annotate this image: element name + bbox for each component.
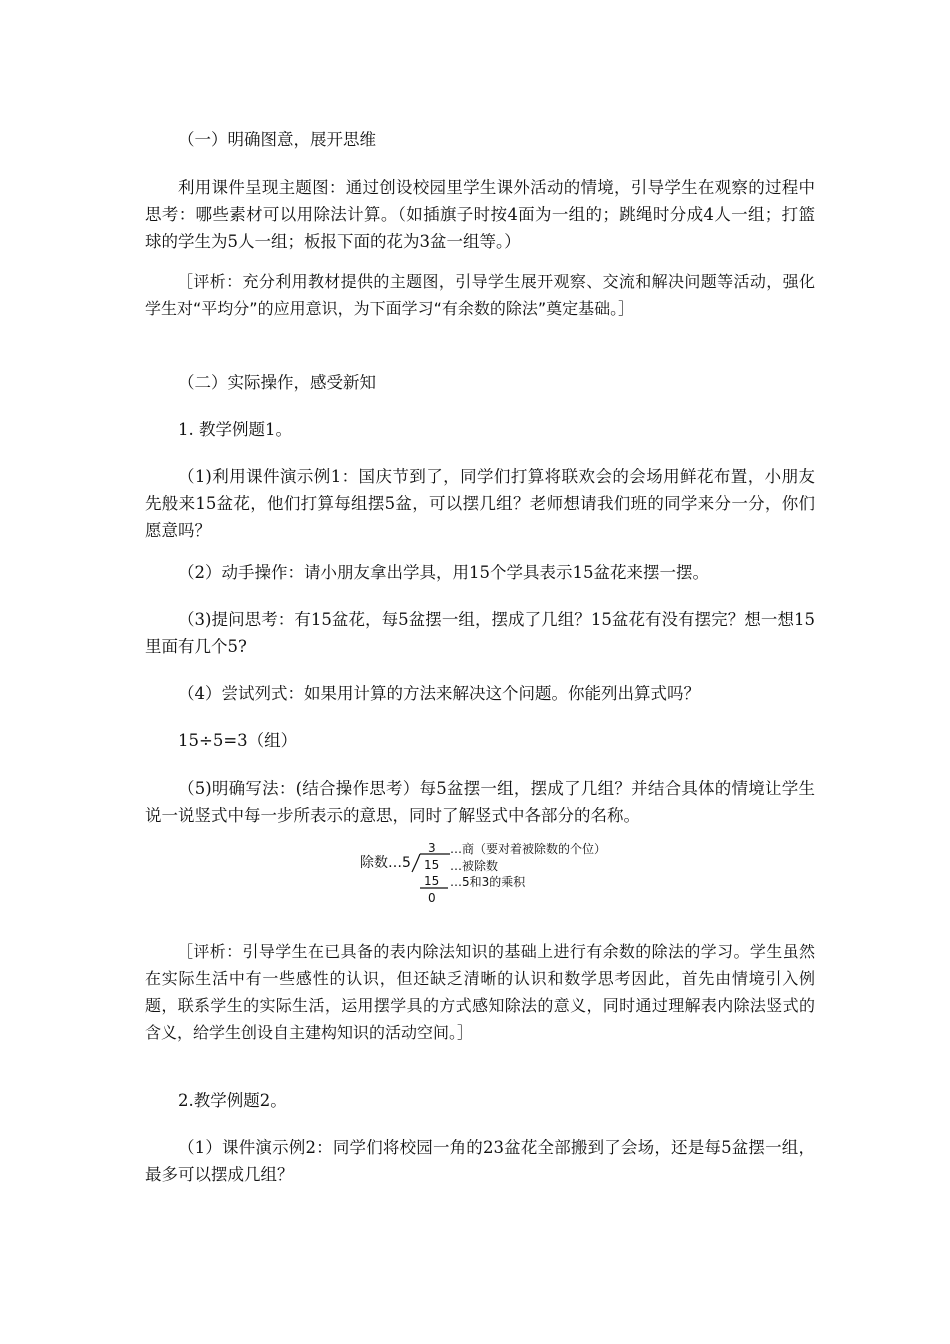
quotient-digit: 3 <box>428 841 436 855</box>
quotient-note: …商（要对着被除数的个位） <box>450 842 607 856</box>
paragraph-example-2: （1）课件演示例2：同学们将校园一角的23盆花全部搬到了会场，还是每5盆摆一组，最多可以摆成几组？ <box>145 1138 815 1184</box>
comment-paragraph-2: ［评析：引导学生在已具备的表内除法知识的基础上进行有余数的除法的学习。学生虽然在实际生活中有一些感性的认识，但还缺乏清晰的认识和数学思考因此，首先由情境引入例题，联系学生的实际生活，运用摆学具的方式感知除法的意义，同时通过理解表内除法竖式的含义，给学生创设自主建构知识的活动空间。］ <box>145 942 815 1042</box>
comment-paragraph-1: ［评析：充分利用教材提供的主题图，引导学生展开观察、交流和解决问题等活动，强化学生对“平均分”的应用意识，为下面学习“有余数的除法”奠定基础。］ <box>145 272 815 318</box>
paragraph-step-3: （3)提问思考：有15盆花，每5盆摆一组，摆成了几组？15盆花有没有摆完？想一想15里面有几个5? <box>145 610 815 656</box>
dividend-note: …被除数 <box>450 859 499 873</box>
paragraph-step-2: （2）动手操作：请小朋友拿出学具，用15个学具表示15盆花来摆一摆。 <box>178 563 709 582</box>
section-heading-2: （二）实际操作，感受新知 <box>178 373 376 392</box>
example-2-heading: 2.教学例题2。 <box>178 1091 287 1110</box>
section-heading-1: （一）明确图意，展开思维 <box>178 130 376 149</box>
remainder-digit: 0 <box>428 891 436 905</box>
divisor-label: 除数…5 <box>360 855 411 871</box>
dividend-digits: 15 <box>424 858 440 872</box>
example-1-heading: 1. 教学例题1。 <box>178 420 292 439</box>
paragraph-step-5: （5)明确写法：(结合操作思考）每5盆摆一组，摆成了几组？并结合具体的情境让学生说一说竖式中每一步所表示的意思，同时了解竖式中各部分的名称。 <box>145 779 815 825</box>
product-digits: 15 <box>424 874 440 888</box>
division-bracket <box>412 854 420 872</box>
paragraph-step-1: （1)利用课件演示例1：国庆节到了，同学们打算将联欢会的会场用鲜花布置，小朋友先般来15盆花，他们打算每组摆5盆，可以摆几组？老师想请我们班的同学来分一分，你们愿意吗？ <box>145 467 815 540</box>
paragraph-intro: 利用课件呈现主题图：通过创设校园里学生课外活动的情境，引导学生在观察的过程中思考：哪些素材可以用除法计算。（如插旗子时按4面为一组的；跳绳时分成4人一组；打篮球的学生为5人一组；板报下面的花为3盆一组等。） <box>145 178 815 251</box>
paragraph-step-4: （4）尝试列式：如果用计算的方法来解决这个问题。你能列出算式吗？ <box>178 684 700 703</box>
equation: 15÷5=3（组） <box>178 731 298 750</box>
product-note: …5和3的乘积 <box>450 875 526 889</box>
long-division-diagram <box>358 838 648 910</box>
